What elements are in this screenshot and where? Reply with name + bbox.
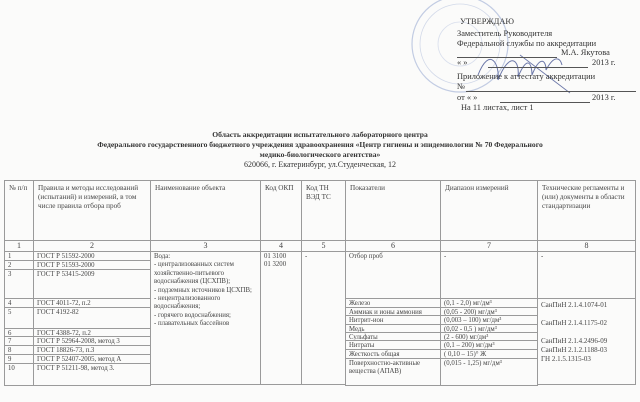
approver-agency: Федеральной службы по аккредитации — [457, 39, 597, 48]
header-range: Диапазон измерений — [440, 180, 538, 241]
indicator-name: Аммиак и ионы аммония — [345, 307, 441, 316]
header-docs: Технические регламенты и (или) документы в области стандартизации — [537, 180, 636, 241]
header-okp: Код ОКП — [260, 180, 302, 241]
col-number: 8 — [537, 240, 636, 252]
row-number: 4 — [4, 298, 34, 308]
sampling-docs: - — [537, 251, 636, 299]
doc-item: СанПиН 2.1.2.1188-03 — [541, 346, 607, 354]
appendix-year: 2013 г. — [592, 93, 616, 102]
title-line-3: медико-биологического агентства» — [259, 150, 381, 159]
approve-heading: УТВЕРЖДАЮ — [460, 17, 514, 26]
header-tnved: Код ТН ВЭД ТС — [301, 180, 346, 241]
method-cell: ГОСТ Р 52964-2008, метод 3 — [33, 336, 151, 346]
method-cell: ГОСТ Р 52407-2005, метод А — [33, 354, 151, 364]
row-number: 3 — [4, 269, 34, 299]
sheets-info: На 11 листах, лист 1 — [461, 103, 534, 112]
row-number: 10 — [4, 363, 34, 386]
method-cell: ГОСТ 4388-72, п.2 — [33, 328, 151, 337]
method-cell: ГОСТ Р 51211-98, метод 3. — [33, 363, 151, 386]
header-indicators: Показатели — [345, 180, 441, 241]
indicator-name: Медь — [345, 324, 441, 333]
indicator-name: Сульфаты — [345, 332, 441, 341]
address: 620066, г. Екатеринбург, ул.Студенческая, 12 — [243, 160, 397, 169]
docs-cell — [537, 298, 636, 385]
indicator-range: ( 0,10 – 15)° Ж — [440, 349, 538, 359]
method-cell: ГОСТ 4192-82 — [33, 307, 151, 329]
indicator-range: (0,1 – 200) мг/дм³ — [440, 340, 538, 350]
col-number: 1 — [4, 240, 34, 252]
col-number: 5 — [301, 240, 346, 252]
col-number: 6 — [345, 240, 441, 252]
indicator-name: Нитраты — [345, 340, 441, 350]
indicator-range: (0,015 - 1,25) мг/дм³ — [440, 358, 538, 386]
approver-position: Заместитель Руководителя — [457, 29, 553, 38]
doc-item: ГН 2.1.5.1315-03 — [541, 355, 591, 363]
method-cell: ГОСТ 18826-73, п.3 — [33, 345, 151, 355]
appendix-label: Приложение к аттестату аккредитации — [457, 72, 596, 81]
row-number: 1 — [4, 251, 34, 261]
indicator-name: Жесткость общая — [345, 349, 441, 359]
doc-item: СанПиН 2.1.4.1074-01 — [541, 301, 608, 309]
row-number: 2 — [4, 260, 34, 270]
title-line-2: Федерального государственного бюджетного учреждения здравоохранения «Центр гигиены и эпидемиологии № 70 Федерального — [97, 140, 543, 149]
method-cell: ГОСТ Р 51592-2000 — [33, 251, 151, 261]
row-number: 5 — [4, 307, 34, 329]
method-cell: ГОСТ Р 51593-2000 — [33, 260, 151, 270]
row-number: 7 — [4, 336, 34, 346]
indicator-range: (0,1 - 2,0) мг/дм³ — [440, 298, 538, 308]
col-number: 4 — [260, 240, 302, 252]
indicator-range: (0,05 - 200) мг/дм³ — [440, 307, 538, 316]
signature-line — [457, 57, 557, 58]
date-line — [488, 67, 588, 68]
indicator-name: Железо — [345, 298, 441, 308]
row-number: 9 — [4, 354, 34, 364]
header-methods: Правила и методы исследований (испытаний) и измерений, в том числе правила отбора проб — [33, 180, 151, 241]
doc-item: СанПиН 2.1.4.1175-02 — [541, 319, 607, 327]
indicator-name: Поверхностно-активные вещества (АПАВ) — [345, 358, 441, 386]
row-number: 8 — [4, 345, 34, 355]
appendix-date-day: от « » — [457, 93, 478, 102]
col-number: 3 — [150, 240, 261, 252]
tnved-cell: - — [301, 251, 346, 385]
indicator-name: Нитрит-ион — [345, 315, 441, 325]
number-line — [466, 91, 636, 92]
method-cell: ГОСТ Р 53415-2009 — [33, 269, 151, 299]
approval-year: 2013 г. — [592, 58, 616, 67]
indicator-range: (2 - 600) мг/дм³ — [440, 332, 538, 341]
approver-name: М.А. Якутова — [561, 48, 610, 57]
col-number: 7 — [440, 240, 538, 252]
col-number: 2 — [33, 240, 151, 252]
method-cell: ГОСТ 4011-72, п.2 — [33, 298, 151, 308]
sampling-range: - — [440, 251, 538, 299]
indicator-range: (0,003 – 100) мг/дм³ — [440, 315, 538, 325]
object-cell: Вода: - централизованных систем хозяйственно-питьевого водоснабжения (ЦСХПВ); - подземных источников ЦСХПВ; - нецентрализованного водоснабжения; - горячего водоснабжения; - плавательных бассейнов — [150, 251, 261, 385]
sampling-indicator: Отбор проб — [345, 251, 441, 299]
indicator-range: (0,02 - 0,5 ) мг/дм³ — [440, 324, 538, 333]
header-object: Наименование объекта — [150, 180, 261, 241]
header-no: № п/п — [4, 180, 34, 241]
approval-date-day: « » — [457, 58, 468, 67]
row-number: 6 — [4, 328, 34, 337]
okp-cell: 01 3100 01 3200 — [260, 251, 302, 385]
title-line-1: Область аккредитации испытательного лабораторного центра — [212, 130, 428, 139]
doc-item: СанПиН 2.1.4.2496-09 — [541, 337, 608, 345]
appendix-number: № — [457, 82, 465, 91]
